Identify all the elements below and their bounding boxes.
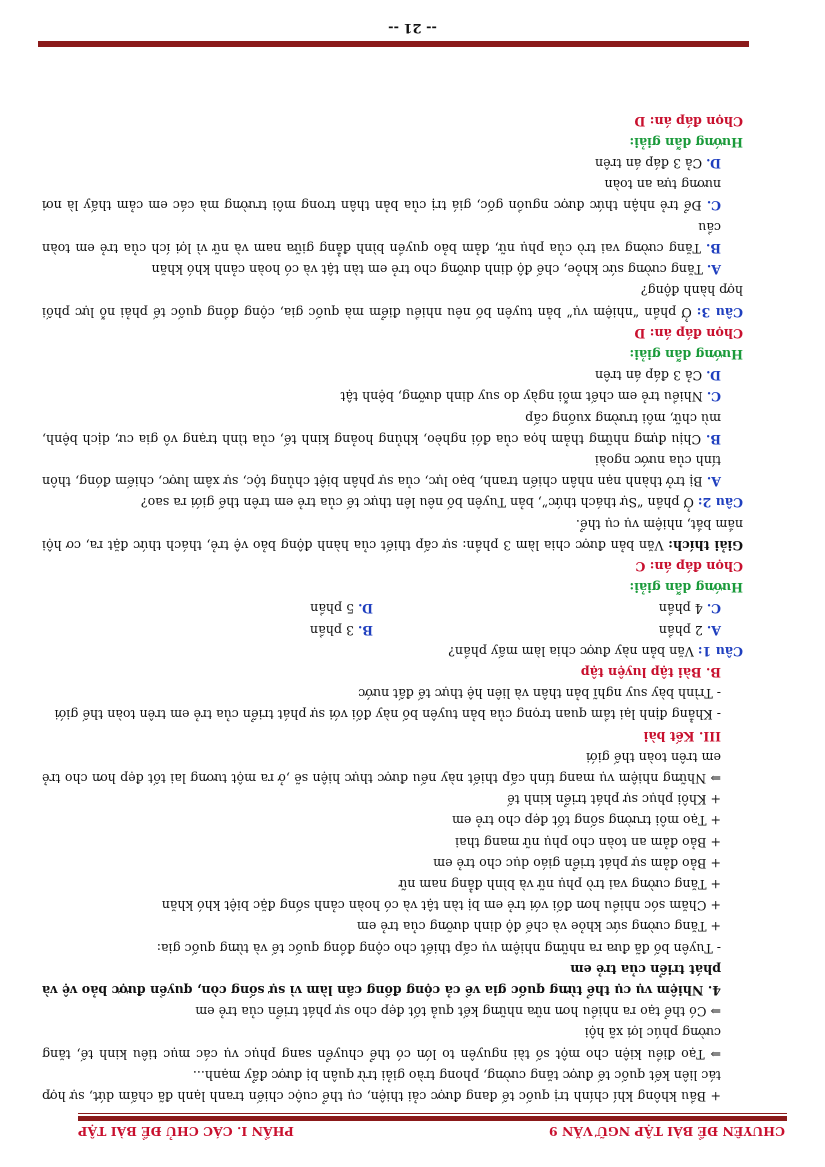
section-heading-text: 4. Nhiệm vụ cụ thể từng quốc gia về cả cộng đồng cần làm vì sự sống còn, quyền được bảo vệ và phát triển của trẻ em (42, 961, 721, 998)
paragraph-text: + Bảo đảm sự phát triển giáo dục cho trẻ em (433, 855, 721, 871)
header-left-title: CHUYÊN ĐỀ BÀI TẬP NGỮ VĂN 9 (548, 1124, 785, 1139)
option-label: A. (706, 474, 721, 490)
section-title (42, 662, 743, 683)
paragraph (42, 937, 743, 958)
paragraph-text: - Khẳng định lại tầm quan trọng của bản tuyên bố này đối với sự phát triển của trẻ em trên toàn thế giới (54, 707, 721, 723)
option-label: D. (706, 156, 721, 172)
paragraph (42, 831, 743, 852)
option-label: B. (357, 622, 373, 638)
solution-heading (42, 344, 743, 365)
section-heading (42, 959, 743, 1001)
paragraph (42, 853, 743, 874)
solution-heading (42, 132, 743, 153)
option-label: C. (706, 389, 721, 405)
option-label: C. (706, 198, 721, 214)
paragraph-text: + Chăm sóc nhiều hơn đối với trẻ em bị tàn tật và có hoàn cảnh sống đặc biệt khó khăn (161, 898, 721, 914)
section-title-text: III. Kết bài (643, 728, 721, 744)
option-text: Nhiều trẻ em chết mỗi ngày do suy dinh dưỡng, bệnh tật (340, 389, 707, 405)
header-rule (78, 1116, 787, 1121)
option-text: 2 phần (658, 622, 707, 638)
solution-heading-text: Hướng dẫn giải: (629, 134, 743, 150)
paragraph-text: ⇒ Tạo điều kiện cho một số tài nguyên to lớn có thể chuyển sang phục vụ các mục tiêu kinh tế, tăng cường phúc lợi xã hội (42, 1025, 721, 1062)
option-item (42, 407, 743, 449)
option-item (42, 450, 743, 492)
page-number: -- 21 -- (388, 20, 437, 35)
question (42, 492, 743, 513)
question-text: Ở phần “nhiệm vụ” bản tuyên bố nêu nhiều điểm mà quốc gia, cộng đồng quốc tế phải nỗ lực phối hợp hành động? (42, 283, 743, 320)
question (42, 641, 743, 662)
question-text: Văn bản này được chia làm mấy phần? (448, 643, 698, 659)
option-item (42, 365, 743, 386)
answer-choice (42, 323, 743, 344)
option-text: 4 phần (658, 601, 707, 617)
option-label: D. (358, 601, 373, 617)
paragraph (42, 747, 743, 789)
answer-choice-text: Chọn đáp án: D (634, 325, 743, 341)
option-text: Để trẻ nhận thức được nguồn gốc, giá trị của bản thân trong môi trường mà các em cảm thấy là nơi nương tựa an toàn (42, 177, 721, 214)
header-right-title: PHẦN I. CÁC CHỦ ĐỀ BÀI TẬP (78, 1124, 294, 1139)
option-label: B. (705, 240, 721, 256)
answer-choice-text: Chọn đáp án: D (634, 113, 743, 129)
paragraph (42, 1065, 743, 1107)
option-item (42, 259, 743, 280)
paragraph (42, 704, 743, 725)
option-text: Bị trở thành nạn nhân chiến tranh, bạo lực, của sự phân biệt chủng tộc, sự xâm lược, chiếm đóng, thôn tính của nước ngoài (42, 452, 721, 490)
paragraph-text: ⇒ Có thể tạo ra nhiều hơn nữa những kết quả tốt đẹp cho sự phát triển của trẻ em (195, 1004, 721, 1020)
paragraph (42, 683, 743, 704)
paragraph-text: + Khôi phục sự phát triển kinh tế (506, 792, 721, 808)
paragraph-text: + Tăng cường sức khỏe và chế độ dinh dưỡng của trẻ em (356, 919, 721, 935)
option-text: Tăng cường sức khỏe, chế độ dinh dưỡng cho trẻ em tàn tật và có hoàn cảnh khó khăn (151, 262, 707, 278)
option-text: 3 phần (309, 622, 358, 638)
paragraph-text: + Tạo môi trường sống tốt đẹp cho trẻ em (452, 813, 721, 829)
paragraph (42, 1001, 743, 1022)
solution-heading-text: Hướng dẫn giải: (629, 346, 743, 362)
paragraph-text: + Tăng cường vai trò phụ nữ và bình đẳng nam nữ (399, 876, 721, 892)
explanation (42, 513, 743, 555)
section-title-text: B. Bài tập luyện tập (580, 664, 721, 680)
explanation-label: Giải thích: (668, 537, 743, 553)
option-label: D. (706, 368, 721, 384)
paragraph (42, 810, 743, 831)
option-item (659, 598, 721, 619)
option-item (310, 619, 373, 640)
option-item (42, 153, 743, 174)
answer-choice-text: Chọn đáp án: C (635, 558, 743, 574)
option-label: A. (706, 622, 721, 638)
answer-choice (42, 110, 743, 131)
option-text: 5 phần (310, 601, 359, 617)
option-item (42, 174, 743, 216)
explanation-text: Văn bản được chia làm 3 phần: sự cấp thiết của hành động bảo vệ trẻ, thách thức đặt ra, cơ hội nắm bắt, nhiệm vụ cụ thể. (42, 516, 743, 553)
paragraph (42, 874, 743, 895)
option-item (42, 217, 743, 259)
option-row (42, 598, 743, 619)
option-item (310, 598, 373, 619)
document-body (42, 110, 743, 1107)
option-text: Cả 3 đáp án trên (595, 156, 707, 172)
paragraph-text: ⇒ Những nhiệm vụ mang tính cấp thiết này nếu được thực hiện sẽ ,ở ra một tương lai tốt đẹp hơn cho trẻ em trên toàn thế giới (42, 749, 721, 786)
question-text: Ở phần “Sự thách thức”, bản Tuyên bố nêu lên thực tế của trẻ em trên thế giới ra sao? (140, 495, 698, 511)
question-label: Câu 2: (697, 495, 743, 511)
option-text: Tăng cường vai trò của phụ nữ, đảm bảo quyền bình đẳng giữa nam và nữ vì lợi ích của trẻ em toàn cầu (42, 219, 721, 256)
option-item (659, 619, 721, 640)
page-header (78, 1119, 785, 1141)
question-label: Câu 1: (697, 643, 743, 659)
question (42, 280, 743, 322)
paragraph-text: + Bầu không khí chính trị quốc tế đang được cải thiện, cụ thể cuộc chiến tranh lạnh đã chấm dứt, sự hợp tác liên kết quốc tế được tăng cường, phong trào giải trừ quân bị được đẩy mạnh... (42, 1067, 721, 1104)
paragraph (42, 895, 743, 916)
paragraph-text: - Trình bày suy nghĩ bản thân và liên hệ thực tế đất nước (358, 686, 721, 702)
paragraph (42, 789, 743, 810)
paragraph (42, 1022, 743, 1064)
option-text: Cả 3 đáp án trên (595, 368, 707, 384)
header-rule-thin (78, 1113, 787, 1114)
solution-heading (42, 577, 743, 598)
option-label: B. (705, 431, 721, 447)
section-title (42, 725, 743, 746)
option-item (42, 386, 743, 407)
paragraph-text: + Bảo đảm an toàn cho phụ nữ mang thai (455, 834, 721, 850)
paragraph (42, 916, 743, 937)
solution-heading-text: Hướng dẫn giải: (629, 580, 743, 596)
paragraph-text: - Tuyên bố đã đưa ra những nhiệm vụ cấp thiết cho cộng đồng quốc tế và từng quốc gia: (156, 940, 721, 956)
option-row (42, 619, 743, 640)
footer-rule (38, 41, 749, 47)
option-text: Chịu đựng những thảm họa của đói nghèo, khủng hoảng kinh tế, của tình trạng vô gia cư, dịch bệnh, mù chữ, môi trường xuống cấp (42, 410, 721, 447)
option-label: C. (706, 601, 721, 617)
answer-choice (42, 556, 743, 577)
question-label: Câu 3: (696, 304, 743, 320)
option-label: A. (706, 262, 721, 278)
